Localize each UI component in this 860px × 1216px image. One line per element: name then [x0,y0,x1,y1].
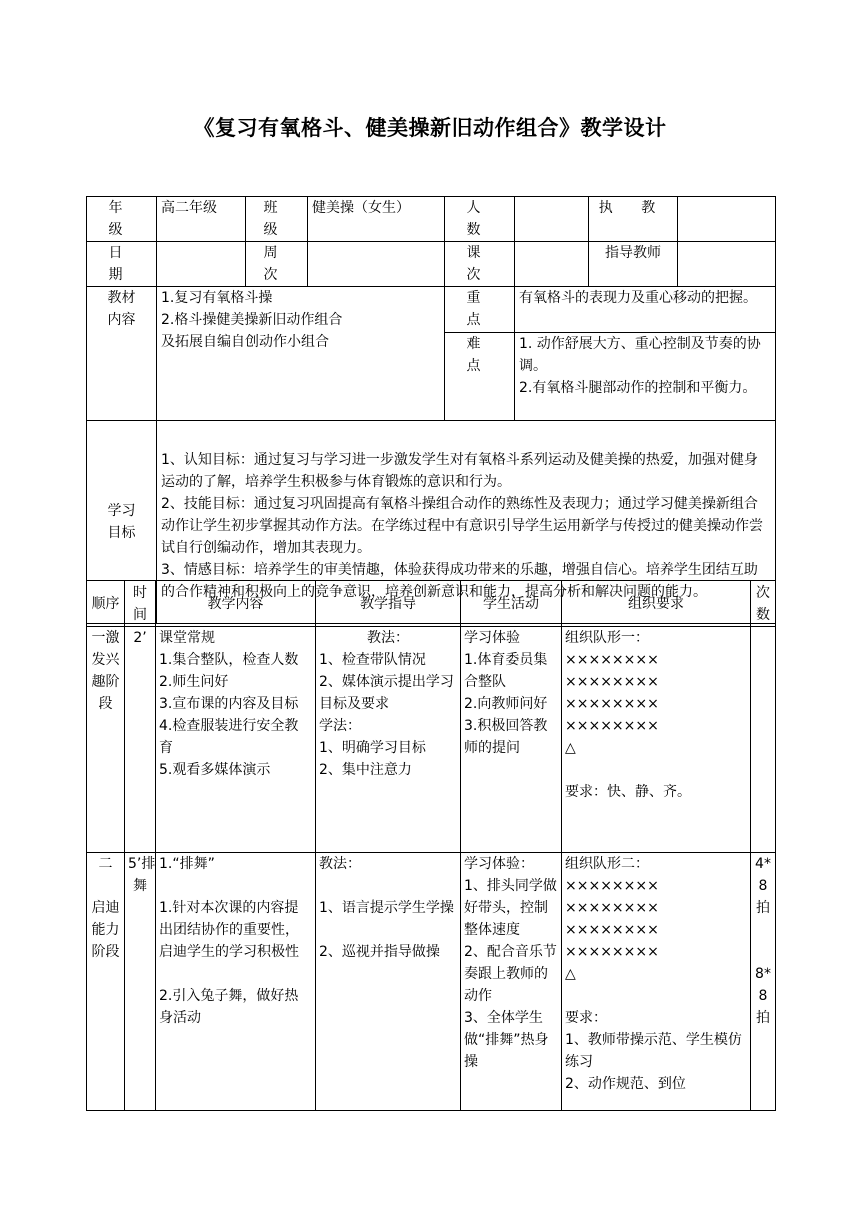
guide-teacher-label: 指导教师 [589,242,678,287]
row2-order: 二 启迪能力阶段 [87,853,125,1111]
row1-guide [316,627,461,853]
row2-content: 1.“排舞” 1.针对本次课的内容提出团结协作的重要性，启迪学生的学习积极性 2.引入兔子舞，做好热身活动 [156,853,316,1111]
week-value [308,242,445,287]
lesson-value [515,242,589,287]
header-order: 顺序 [87,581,125,627]
class-value: 健美操（女生） [308,197,445,242]
header-student: 学生活动 [461,581,562,627]
row1-org: 组织队形一： ×××××××× ×××××××× ×××××××× ×××××××× △ 要求：快、静、齐。 [562,627,751,853]
guide-teacher-value [678,242,776,287]
date-label: 日 期 [87,242,157,287]
row2-org: 组织队形二： ×××××××× ×××××××× ×××××××× ×××××××× △ 要求： 1、教师带操示范、学生模仿练习 2、动作规范、到位 [562,853,751,1111]
row2-time: 5’排舞 [125,853,156,1111]
week-label: 周 次 [246,242,308,287]
row2-count: 4*8拍 8*8拍 [751,853,776,1111]
info-table [86,196,776,624]
goals-label: 学习 目标 [87,421,157,624]
lesson-label: 课 次 [445,242,515,287]
content-label: 教材 内容 [87,287,157,421]
row1-order: 一激发兴趣阶段 [87,627,125,853]
grade-label: 年 级 [87,197,157,242]
row1-count [751,627,776,853]
grade-value: 高二年级 [157,197,246,242]
teacher-label: 执 教 [589,197,678,242]
row1-student: 学习体验 1.体育委员集合整队 2.向教师问好 3.积极回答教师的提问 [461,627,562,853]
row2-student: 学习体验： 1、排头同学做好带头，控制整体速度 2、配合音乐节奏跟上教师的动作 3、全体学生做“排舞”热身操 [461,853,562,1111]
row1-content: 课堂常规 1.集合整队，检查人数 2.师生问好 3.宣布课的内容及目标 4.检查服装进行安全教育 5.观看多媒体演示 [156,627,316,853]
header-content: 教学内容 [156,581,316,627]
row1-guide-body: 1、检查带队情况 2、媒体演示提出学习目标及要求 学法： 1、明确学习目标 2、集中注意力 [319,652,454,778]
date-value [157,242,246,287]
table-row [87,627,776,853]
teacher-value [678,197,776,242]
row1-time: 2’ [125,627,156,853]
content-value: 1.复习有氧格斗操 2.格斗操健美操新旧动作组合 及拓展自编自创动作小组合 [157,287,445,421]
row1-guide-head: 教法： [367,630,409,646]
header-count: 次数 [751,581,776,627]
table-row [87,853,776,1111]
row2-guide [316,853,461,1111]
document-title: 《复习有氧格斗、健美操新旧动作组合》教学设计 [193,116,667,140]
key-point-value: 有氧格斗的表现力及重心移动的把握。 [515,287,776,333]
difficulty-value: 1. 动作舒展大方、重心控制及节奏的协调。 2.有氧格斗腿部动作的控制和平衡力。 [515,333,776,421]
row2-guide-body: 教法： 1、语言提示学生学操 2、巡视并指导做操 [319,856,454,960]
header-guide: 教学指导 [316,581,461,627]
goals-value: 1、认知目标：通过复习与学习进一步激发学生对有氧格斗系列运动及健美操的热爱，加强对健身运动的了解，培养学生积极参与体育锻炼的意识和行为。 2、技能目标：通过复习巩固提高有氧格斗操组合动作的熟练性及表现力；通过学习健美操新组合动作让学生初步掌握其动作方法。在学练过程中有意识引导学生运用新学与传授过的健美操动作尝试自行创编动作，增加其表现力。 3、情感目标：培养学生的审美情趣，体验获得成功带来的乐趣，增强自信心。培养学生团结互助的合作精神和积极向上的竞争意识，培养创新意识和能力，提高分析和解决问题的能力。 [157,421,776,624]
header-time: 时间 [125,581,156,627]
class-label: 班 级 [246,197,308,242]
count-label: 人 数 [445,197,515,242]
key-point-label: 重 点 [445,287,515,333]
difficulty-label: 难 点 [445,333,515,421]
header-org: 组织要求 [562,581,751,627]
count-value [515,197,589,242]
lesson-plan-table [86,580,776,1111]
